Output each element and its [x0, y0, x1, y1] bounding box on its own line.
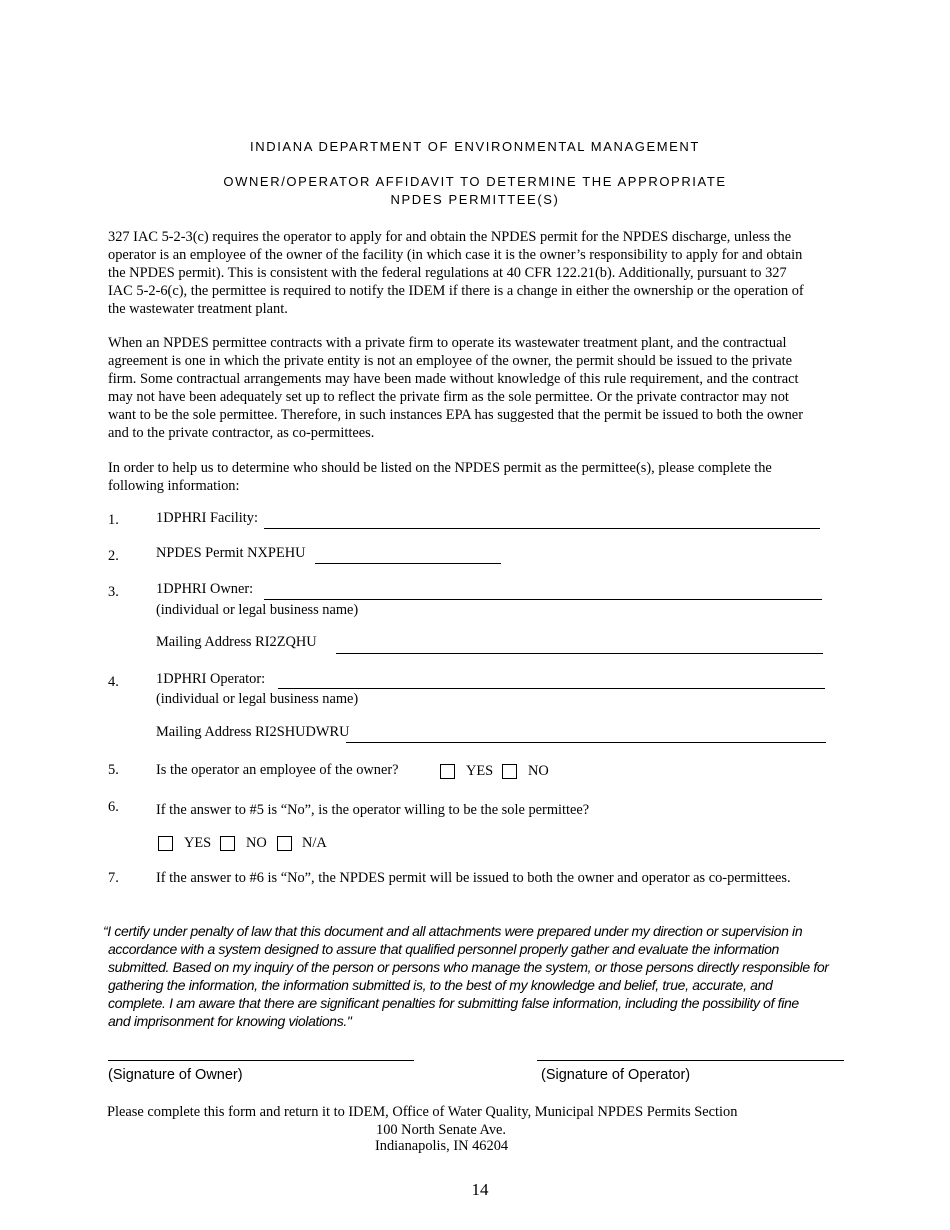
- operator-mailing-address-field[interactable]: [346, 742, 826, 743]
- owner-name-hint: (individual or legal business name): [156, 602, 359, 618]
- item-number-3: 3.: [108, 584, 119, 600]
- owner-signature-label: (Signature of Owner): [108, 1067, 243, 1083]
- item-number-4: 4.: [108, 674, 119, 690]
- return-city-state-zip: Indianapolis, IN 46204: [375, 1138, 509, 1154]
- employee-question: Is the operator an employee of the owner?: [156, 762, 399, 778]
- certification-line: gathering the information, the information submitted is, to the best of my knowledge and belief, true, accurate, and: [108, 977, 773, 993]
- return-street-address: 100 North Senate Ave.: [376, 1122, 507, 1138]
- owner-name-field[interactable]: [264, 599, 822, 600]
- paragraph-line: may not have been adequately set up to reflect the private firm as the sole permittee. Or the private contractor may not: [108, 389, 789, 405]
- item-number-2: 2.: [108, 548, 119, 564]
- permit-number-label: NPDES Permit NXPEHU: [156, 545, 306, 561]
- form-title-line-1: OWNER/OPERATOR AFFIDAVIT TO DETERMINE THE APPROPRIATE: [223, 174, 727, 189]
- owner-mailing-address-field[interactable]: [336, 653, 823, 654]
- paragraph-line: want to be the sole permittee. Therefore, in such instances EPA has suggested that the permit be issued to both the owner: [108, 407, 803, 423]
- employee-no-label: NO: [528, 763, 549, 779]
- employee-yes-checkbox[interactable]: [440, 764, 455, 779]
- sole-permittee-no-checkbox[interactable]: [220, 836, 235, 851]
- paragraph-line: firm. Some contractual arrangements may have been made without knowledge of this rule requirement, and the contract: [108, 371, 799, 387]
- paragraph-line: In order to help us to determine who should be listed on the NPDES permit as the permittee(s), please complete the: [108, 460, 772, 476]
- return-instructions: Please complete this form and return it to IDEM, Office of Water Quality, Municipal NPDES Permits Section: [107, 1104, 738, 1120]
- operator-signature-label: (Signature of Operator): [541, 1067, 691, 1083]
- facility-name-label: 1DPHRI Facility:: [156, 510, 258, 526]
- certification-line: complete. I am aware that there are significant penalties for submitting false information, including the possibility of fine: [108, 995, 799, 1011]
- intro-paragraph-2: [108, 334, 868, 442]
- paragraph-line: When an NPDES permittee contracts with a private firm to operate its wastewater treatment plant, and the contractual: [108, 335, 787, 351]
- sole-permittee-na-checkbox[interactable]: [277, 836, 292, 851]
- paragraph-line: the NPDES permit). This is consistent with the federal regulations at 40 CFR 122.21(b). Additionally, pursuant to 327: [108, 265, 787, 281]
- permit-number-field[interactable]: [315, 563, 501, 564]
- item-number-7: 7.: [108, 870, 119, 886]
- sole-permittee-question: If the answer to #5 is “No”, is the operator willing to be the sole permittee?: [156, 802, 590, 818]
- operator-name-field[interactable]: [278, 688, 825, 689]
- sole-permittee-yes-checkbox[interactable]: [158, 836, 173, 851]
- agency-heading: INDIANA DEPARTMENT OF ENVIRONMENTAL MANAGEMENT: [250, 139, 700, 154]
- paragraph-line: and to the private contractor, as co-permittees.: [108, 425, 375, 441]
- operator-name-label: 1DPHRI Operator:: [156, 671, 266, 687]
- certification-statement: [103, 922, 883, 1030]
- paragraph-line: agreement is one in which the private entity is not an employee of the owner, the permit should be issued to the private: [108, 353, 792, 369]
- owner-mailing-address-label: Mailing Address RI2ZQHU: [156, 634, 317, 650]
- certification-line: and imprisonment for knowing violations.": [108, 1013, 352, 1029]
- co-permittee-statement: If the answer to #6 is “No”, the NPDES permit will be issued to both the owner and operator as co-permittees.: [156, 870, 791, 886]
- paragraph-line: 327 IAC 5-2-3(c) requires the operator to apply for and obtain the NPDES permit for the NPDES discharge, unless the: [108, 229, 792, 245]
- operator-mailing-address-label: Mailing Address RI2SHUDWRU: [156, 724, 350, 740]
- sole-permittee-na-label: N/A: [302, 835, 327, 851]
- item-number-6: 6.: [108, 799, 119, 815]
- certification-line: “I certify under penalty of law that this document and all attachments were prepared under my direction or supervision in: [103, 923, 803, 939]
- employee-no-checkbox[interactable]: [502, 764, 517, 779]
- paragraph-line: operator is an employee of the owner of the facility (in which case it is the owner’s responsibility to apply for and obtain: [108, 247, 803, 263]
- owner-name-label: 1DPHRI Owner:: [156, 581, 254, 597]
- paragraph-line: following information:: [108, 478, 240, 494]
- item-number-5: 5.: [108, 762, 119, 778]
- paragraph-line: IAC 5-2-6(c), the permittee is required to notify the IDEM if there is a change in either the ownership or the operation of: [108, 283, 804, 299]
- paragraph-line: the wastewater treatment plant.: [108, 301, 288, 317]
- certification-line: accordance with a system designed to assure that qualified personnel properly gather and evaluate the information: [108, 941, 779, 957]
- form-title-line-2: NPDES PERMITTEE(S): [390, 192, 560, 207]
- certification-line: submitted. Based on my inquiry of the person or persons who manage the system, or those persons directly responsible for: [108, 959, 829, 975]
- employee-yes-label: YES: [466, 763, 494, 779]
- operator-name-hint: (individual or legal business name): [156, 691, 359, 707]
- facility-name-field[interactable]: [264, 528, 820, 529]
- page-number: 14: [471, 1180, 489, 1199]
- operator-signature-line[interactable]: [537, 1060, 844, 1061]
- owner-signature-line[interactable]: [108, 1060, 414, 1061]
- item-number-1: 1.: [108, 512, 119, 528]
- intro-paragraph-1: [108, 228, 868, 318]
- intro-paragraph-3: [108, 459, 868, 495]
- sole-permittee-yes-label: YES: [184, 835, 212, 851]
- sole-permittee-no-label: NO: [246, 835, 267, 851]
